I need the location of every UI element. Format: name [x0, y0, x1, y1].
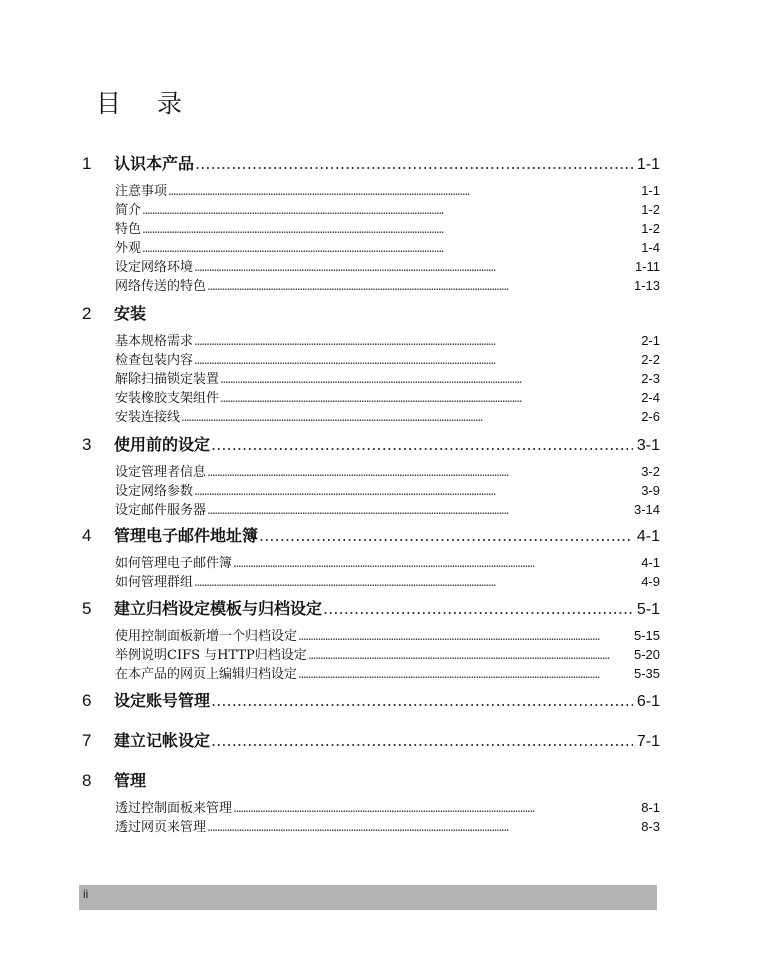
toc-section-entry[interactable]: [115, 481, 660, 500]
dot-leader: [194, 332, 638, 351]
section-title: 举例说明CIFS 与HTTP归档设定: [115, 648, 307, 663]
toc-chapter-heading[interactable]: [80, 768, 660, 794]
section-page-number: 5-20: [633, 647, 660, 662]
chapter-title: 设定账号管理: [114, 691, 211, 710]
dot-leader: [308, 646, 631, 665]
toc-section-entry[interactable]: [115, 645, 660, 664]
section-title: 设定管理者信息: [115, 465, 207, 480]
dot-leader: [168, 182, 638, 201]
chapter-number: 3: [82, 435, 92, 454]
dot-leader: [220, 370, 638, 389]
toc-section-entry[interactable]: [115, 798, 660, 817]
dot-leader: [194, 258, 632, 277]
chapter-page-number: 4-1: [636, 528, 660, 545]
dot-leader: [259, 523, 633, 549]
dot-leader: [207, 463, 638, 482]
section-title: 简介: [115, 203, 142, 218]
section-title: 注意事项: [115, 184, 168, 199]
section-page-number: 5-15: [633, 628, 660, 643]
chapter-number: 5: [82, 599, 92, 618]
toc-section-list: [80, 553, 660, 591]
toc-section-list: [80, 626, 660, 683]
dot-leader: [233, 554, 638, 573]
section-page-number: 3-9: [641, 483, 660, 498]
section-page-number: 1-2: [641, 221, 660, 236]
toc-section-entry[interactable]: [115, 369, 660, 388]
toc-section-entry[interactable]: [115, 500, 660, 519]
dot-leader: [233, 799, 638, 818]
chapter-page-number: 3-1: [636, 437, 660, 454]
dot-leader: [211, 688, 633, 714]
section-page-number: 2-1: [641, 333, 660, 348]
section-title: 设定邮件服务器: [115, 503, 207, 518]
section-title: 外观: [115, 241, 142, 256]
toc-section-entry[interactable]: [115, 572, 660, 591]
section-title: 使用控制面板新增一个归档设定: [115, 629, 298, 644]
dot-leader: [323, 596, 633, 622]
section-page-number: 2-2: [641, 352, 660, 367]
page-title: 目 录: [96, 89, 196, 118]
toc-section-entry[interactable]: [115, 664, 660, 683]
toc-chapter-heading[interactable]: [80, 301, 660, 327]
toc-section-entry[interactable]: [115, 219, 660, 238]
chapter-title: 管理电子邮件地址簿: [114, 526, 259, 545]
section-page-number: 4-1: [641, 555, 660, 570]
section-title: 安装橡胶支架组件: [115, 391, 220, 406]
section-title: 解除扫描锁定装置: [115, 372, 220, 387]
chapter-title: 建立记帐设定: [114, 731, 211, 750]
toc-section-entry[interactable]: [115, 462, 660, 481]
section-page-number: 2-6: [641, 409, 660, 424]
section-page-number: 5-35: [633, 666, 660, 681]
toc-section-entry[interactable]: [115, 238, 660, 257]
toc-chapter: [80, 688, 660, 714]
toc-chapter-heading[interactable]: [80, 688, 660, 714]
toc-section-entry[interactable]: [115, 331, 660, 350]
toc-chapter-heading[interactable]: [80, 523, 660, 549]
section-page-number: 2-3: [641, 371, 660, 386]
section-title: 安装连接线: [115, 410, 181, 425]
section-title: 如何管理电子邮件簿: [115, 556, 233, 571]
chapter-number: 6: [82, 691, 92, 710]
footer-page-number: ii: [83, 887, 89, 901]
chapter-page-number: 7-1: [636, 733, 660, 750]
dot-leader: [220, 389, 638, 408]
section-page-number: 1-4: [641, 240, 660, 255]
dot-leader: [194, 351, 638, 370]
dot-leader: [207, 277, 631, 296]
section-page-number: 8-1: [641, 800, 660, 815]
footer-bar: [79, 885, 657, 910]
section-page-number: 1-13: [633, 278, 660, 293]
chapter-title: 安装: [114, 304, 147, 323]
chapter-number: 1: [82, 154, 92, 173]
section-page-number: 1-11: [634, 259, 660, 274]
section-title: 基本规格需求: [115, 334, 194, 349]
section-title: 检查包装内容: [115, 353, 194, 368]
table-of-contents: [80, 151, 660, 842]
chapter-number: 8: [82, 771, 92, 790]
section-page-number: 8-3: [641, 819, 660, 834]
toc-chapter-heading[interactable]: [80, 728, 660, 754]
section-page-number: 3-14: [633, 502, 660, 517]
toc-chapter: [80, 596, 660, 683]
toc-chapter: [80, 768, 660, 836]
toc-chapter: [80, 151, 660, 295]
toc-chapter: [80, 432, 660, 519]
toc-section-list: [80, 181, 660, 295]
toc-section-list: [80, 798, 660, 836]
section-page-number: 1-2: [641, 202, 660, 217]
dot-leader: [298, 665, 631, 684]
section-title: 透过控制面板来管理: [115, 801, 233, 816]
toc-chapter-heading[interactable]: [80, 432, 660, 458]
dot-leader: [142, 201, 638, 220]
chapter-page-number: 1-1: [636, 156, 660, 173]
chapter-number: 4: [82, 526, 92, 545]
toc-section-entry[interactable]: [115, 553, 660, 572]
chapter-page-number: 6-1: [636, 693, 660, 710]
section-title: 网络传送的特色: [115, 279, 207, 294]
section-page-number: 2-4: [641, 390, 660, 405]
chapter-title: 建立归档设定模板与归档设定: [114, 599, 323, 618]
section-title: 设定网络环境: [115, 260, 194, 275]
section-page-number: 4-9: [641, 574, 660, 589]
dot-leader: [207, 818, 638, 837]
chapter-title: 认识本产品: [114, 154, 195, 173]
toc-section-entry[interactable]: [115, 388, 660, 407]
toc-section-entry[interactable]: [115, 181, 660, 200]
toc-chapter: [80, 523, 660, 591]
dot-leader: [142, 220, 638, 239]
toc-chapter-heading[interactable]: [80, 151, 660, 177]
chapter-number: 2: [82, 304, 92, 323]
dot-leader: [194, 573, 638, 592]
chapter-page-number: 5-1: [636, 601, 660, 618]
section-title: 如何管理群组: [115, 575, 194, 590]
section-page-number: 3-2: [641, 464, 660, 479]
section-title: 透过网页来管理: [115, 820, 207, 835]
section-title: 设定网络参数: [115, 484, 194, 499]
toc-section-entry[interactable]: [115, 817, 660, 836]
toc-section-entry[interactable]: [115, 257, 660, 276]
section-page-number: 1-1: [641, 183, 660, 198]
toc-chapter-heading[interactable]: [80, 596, 660, 622]
dot-leader: [181, 408, 638, 427]
dot-leader: [207, 501, 631, 520]
dot-leader: [142, 239, 638, 258]
toc-section-list: [80, 462, 660, 519]
chapter-title: 使用前的设定: [114, 435, 211, 454]
toc-chapter: [80, 728, 660, 754]
toc-section-entry[interactable]: [115, 626, 660, 645]
toc-section-entry[interactable]: [115, 407, 660, 426]
toc-section-entry[interactable]: [115, 200, 660, 219]
toc-chapter: [80, 301, 660, 426]
dot-leader: [298, 627, 631, 646]
toc-section-list: [80, 331, 660, 426]
toc-section-entry[interactable]: [115, 350, 660, 369]
section-title: 在本产品的网页上编辑归档设定: [115, 667, 298, 682]
dot-leader: [211, 728, 633, 754]
chapter-number: 7: [82, 731, 92, 750]
section-title: 特色: [115, 222, 142, 237]
toc-section-entry[interactable]: [115, 276, 660, 295]
dot-leader: [194, 482, 638, 501]
dot-leader: [195, 151, 633, 177]
chapter-title: 管理: [114, 771, 147, 790]
dot-leader: [211, 432, 633, 458]
